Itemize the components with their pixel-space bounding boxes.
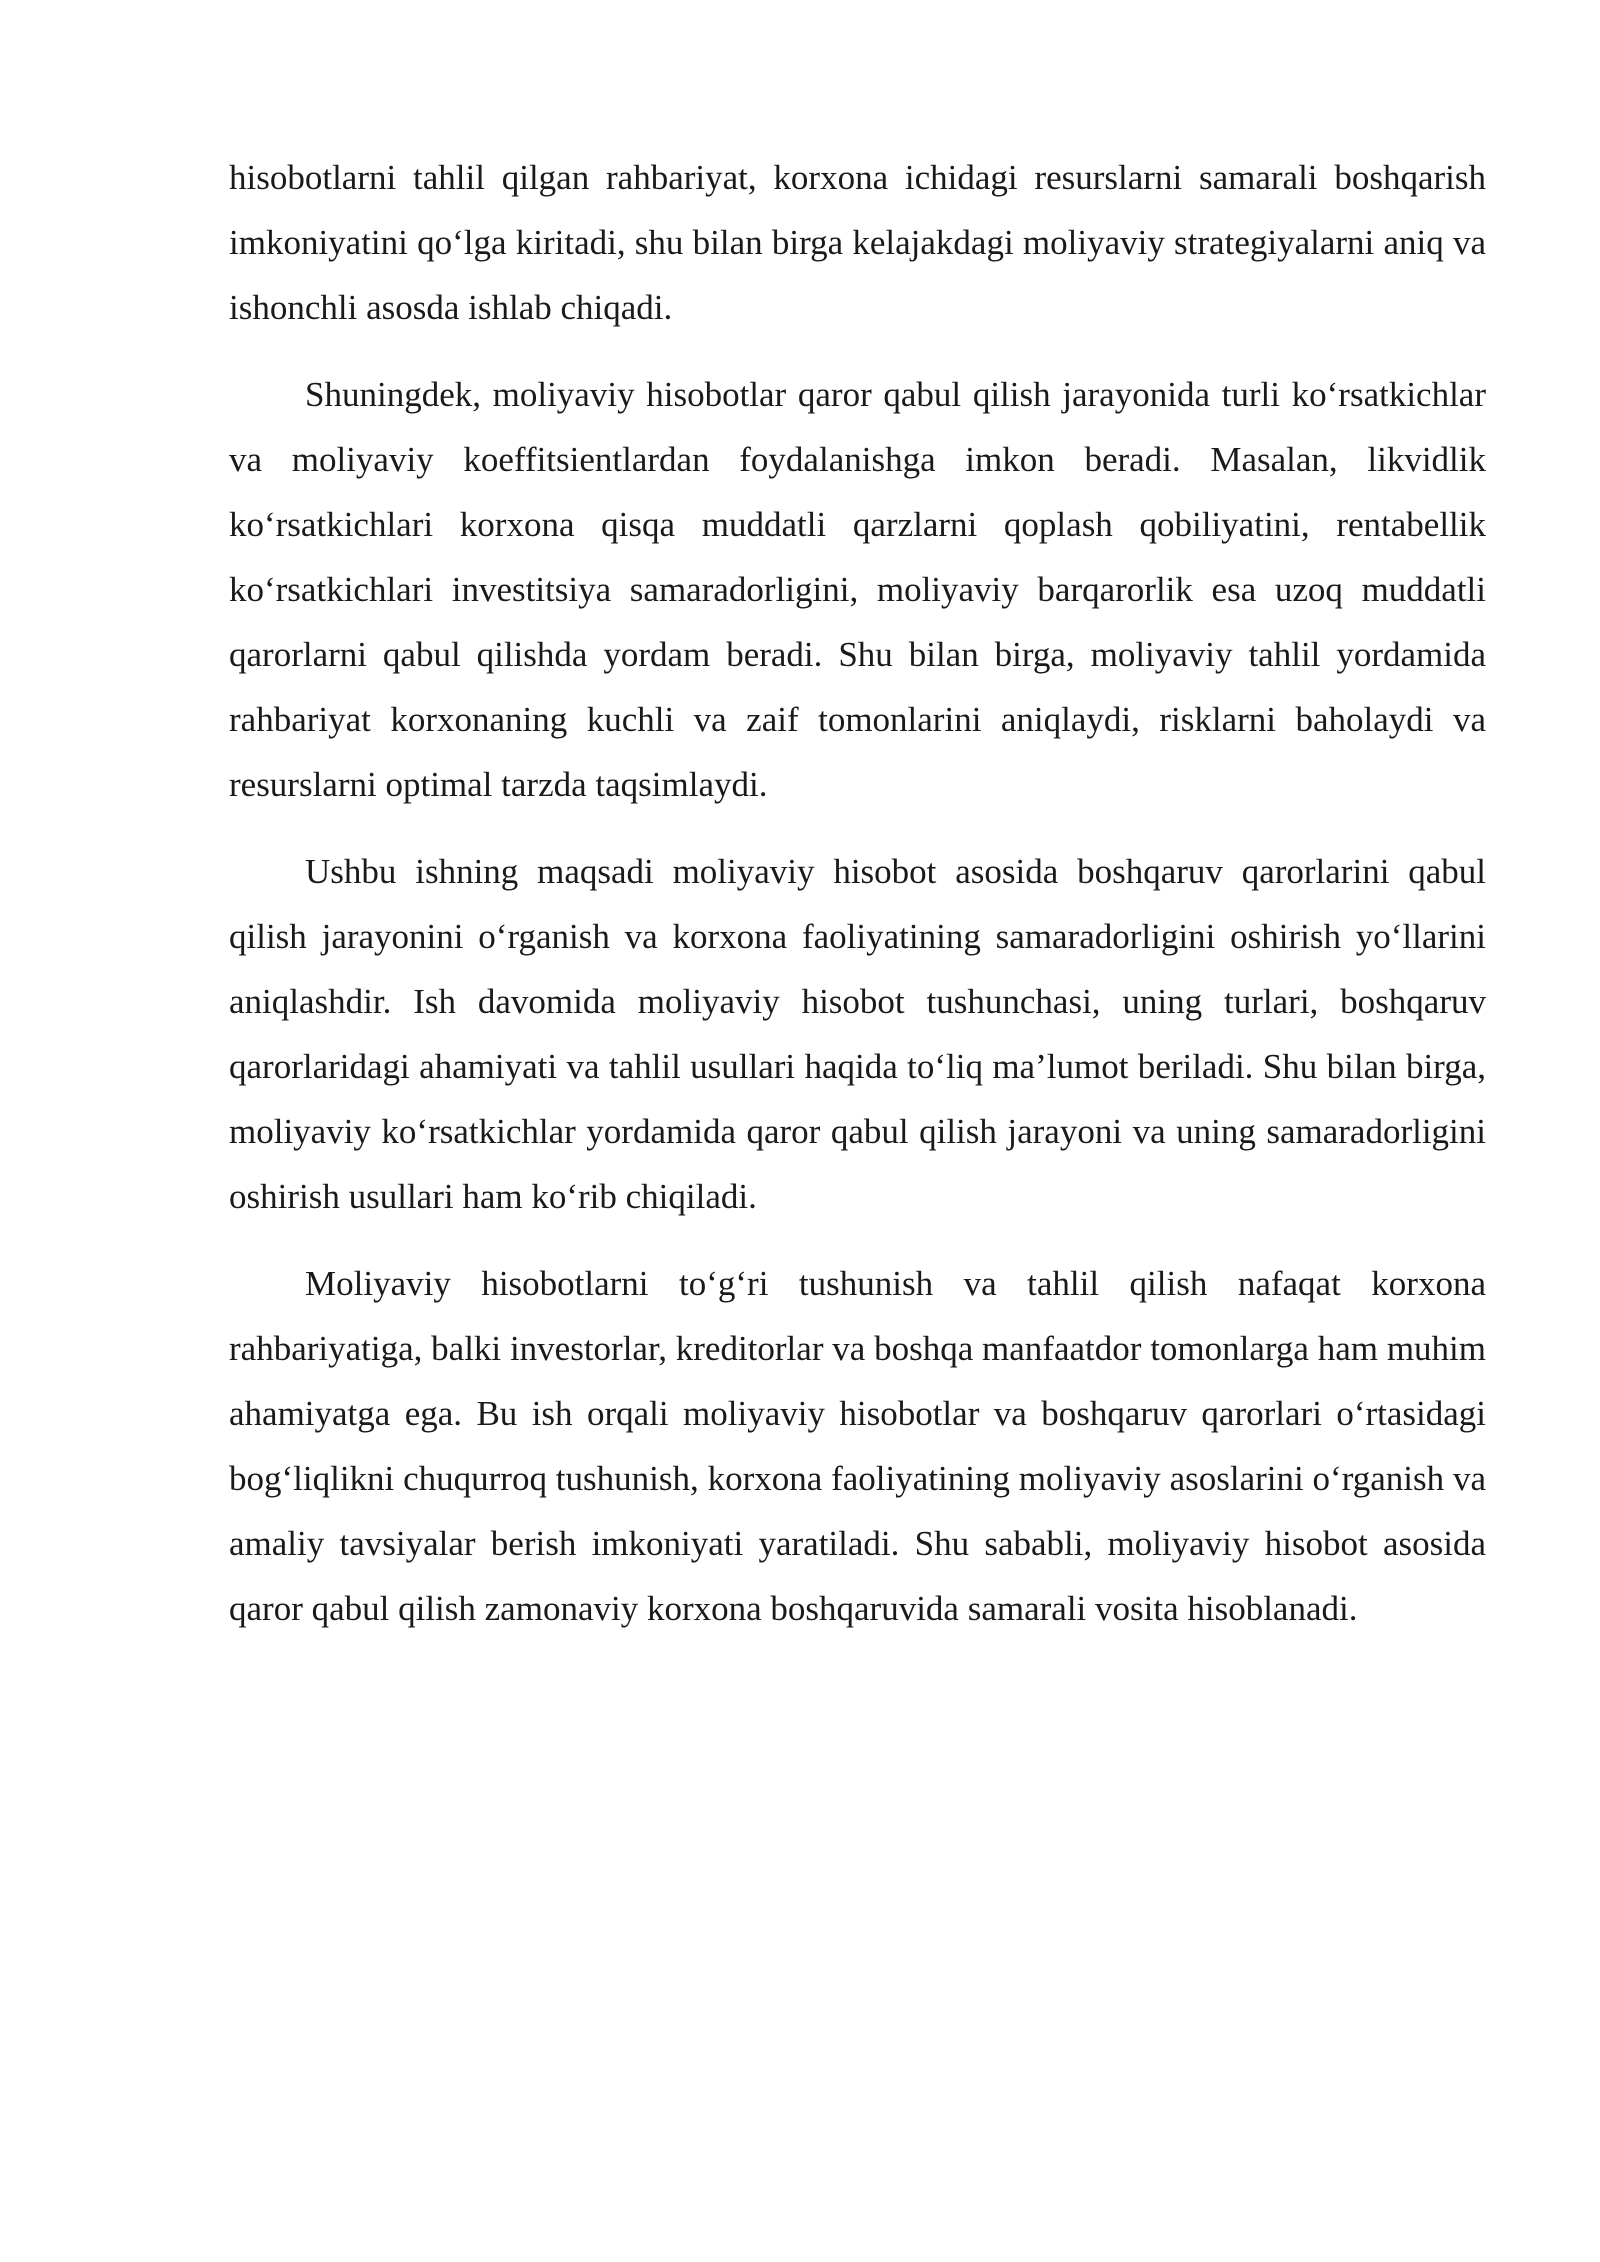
- paragraph-purpose: Ushbu ishning maqsadi moliyaviy hisobot asosida boshqaruv qarorlarini qabul qilish jarayonini o‘rganish va korxona faoliyatining samaradorligini oshirish yo‘llarini aniqlashdir. Ish davomida moliyaviy hisobot tushunchasi, uning turlari, boshqaruv qarorlaridagi ahamiyati va tahlil usullari haqida to‘liq ma’lumot beriladi. Shu bilan birga, moliyaviy ko‘rsatkichlar yordamida qaror qabul qilish jarayoni va uning samaradorligini oshirish usullari ham ko‘rib chiqiladi.: [229, 852, 1486, 1216]
- document-body: [229, 145, 1486, 1663]
- paragraph-indicators: Shuningdek, moliyaviy hisobotlar qaror qabul qilish jarayonida turli ko‘rsatkichlar va moliyaviy koeffitsientlardan foydalanishga imkon beradi. Masalan, likvidlik ko‘rsatkichlari korxona qisqa muddatli qarzlarni qoplash qobiliyatini, rentabellik ko‘rsatkichlari investitsiya samaradorligini, moliyaviy barqarorlik esa uzoq muddatli qarorlarni qabul qilishda yordam beradi. Shu bilan birga, moliyaviy tahlil yordamida rahbariyat korxonaning kuchli va zaif tomonlarini aniqlaydi, risklarni baholaydi va resurslarni optimal tarzda taqsimlaydi.: [229, 375, 1486, 804]
- paragraph-conclusion: Moliyaviy hisobotlarni to‘g‘ri tushunish va tahlil qilish nafaqat korxona rahbariyatiga, balki investorlar, kreditorlar va boshqa manfaatdor tomonlarga ham muhim ahamiyatga ega. Bu ish orqali moliyaviy hisobotlar va boshqaruv qarorlari o‘rtasidagi bog‘liqlikni chuqurroq tushunish, korxona faoliyatining moliyaviy asoslarini o‘rganish va amaliy tavsiyalar berish imkoniyati yaratiladi. Shu sababli, moliyaviy hisobot asosida qaror qabul qilish zamonaviy korxona boshqaruvida samarali vosita hisoblanadi.: [229, 1264, 1486, 1628]
- paragraph-continuation: hisobotlarni tahlil qilgan rahbariyat, korxona ichidagi resurslarni samarali boshqarish imkoniyatini qo‘lga kiritadi, shu bilan birga kelajakdagi moliyaviy strategiyalarni aniq va ishonchli asosda ishlab chiqadi.: [229, 158, 1486, 327]
